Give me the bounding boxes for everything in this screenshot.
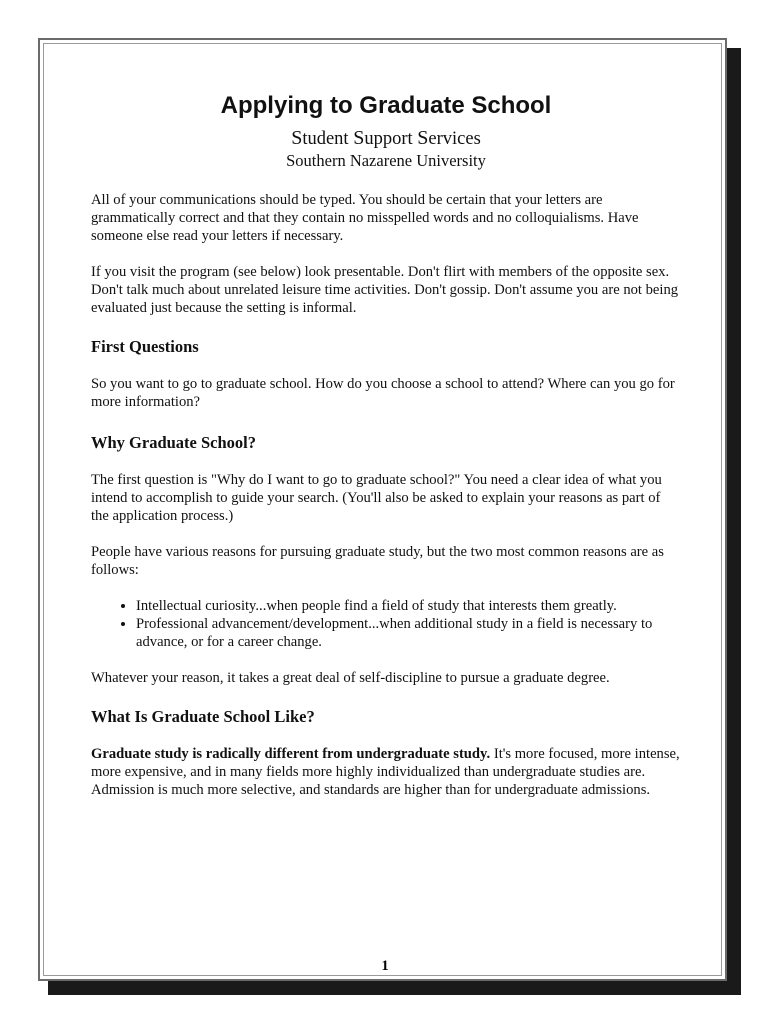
list-item: • Intellectual curiosity...when people find a field of study that interests them greatly.	[136, 597, 681, 615]
what-is-it-like-paragraph	[91, 745, 681, 799]
subtitle-word-ervices: ervices	[428, 129, 481, 149]
why-paragraph-2: People have various reasons for pursuing graduate study, but the two most common reasons are as follows:	[91, 544, 664, 578]
subtitle-word-upport: upport	[364, 129, 418, 149]
why-closing-paragraph: Whatever your reason, it takes a great deal of self-discipline to pursue a graduate degree.	[91, 670, 610, 686]
document-title: Applying to Graduate School	[220, 92, 552, 119]
subtitle-initial-s2: S	[353, 127, 365, 149]
subtitle-word-tudent: tudent	[302, 129, 354, 149]
heading-what-is-graduate-school-like: What Is Graduate School Like?	[91, 707, 315, 726]
list-item: • Professional advancement/development...when additional study in a field is necessary to advance, or for a career change.	[136, 615, 681, 651]
intro-paragraph-1: All of your communications should be typed. You should be certain that your letters are grammatically correct and that they contain no misspelled words and no colloquialisms. Have someone else read your letters if necessary.	[91, 192, 639, 244]
heading-first-questions: First Questions	[91, 337, 199, 356]
bold-lead-sentence: Graduate study is radically different from undergraduate study.	[91, 746, 491, 762]
document-subtitle	[91, 127, 681, 150]
document-content	[91, 90, 681, 799]
reasons-list	[91, 597, 681, 651]
first-questions-text: So you want to go to graduate school. How do you choose a school to attend? Where can you go for more information?	[91, 376, 675, 410]
page-number: 1	[381, 958, 389, 974]
intro-paragraph-2: If you visit the program (see below) look presentable. Don't flirt with members of the opposite sex. Don't talk much about unrelated leisure time activities. Don't gossip. Don't assume you are not being evaluated just because the setting is informal.	[91, 264, 679, 316]
what-is-it-like-rest: It's more focused, more intense, more expensive, and in many fields more highly individualized than undergraduate studies are. Admission is much more selective, and standards are higher than for undergraduate admissions.	[91, 746, 680, 798]
university-name: Southern Nazarene University	[286, 151, 486, 170]
subtitle-initial-s3: S	[417, 127, 429, 149]
why-paragraph-1: The first question is "Why do I want to go to graduate school?" You need a clear idea of what you intend to accomplish to guide your search. (You'll also be asked to explain your reasons as part of the application process.)	[91, 472, 662, 524]
subtitle-initial-s1: S	[291, 127, 303, 149]
heading-why-graduate-school: Why Graduate School?	[91, 433, 257, 452]
